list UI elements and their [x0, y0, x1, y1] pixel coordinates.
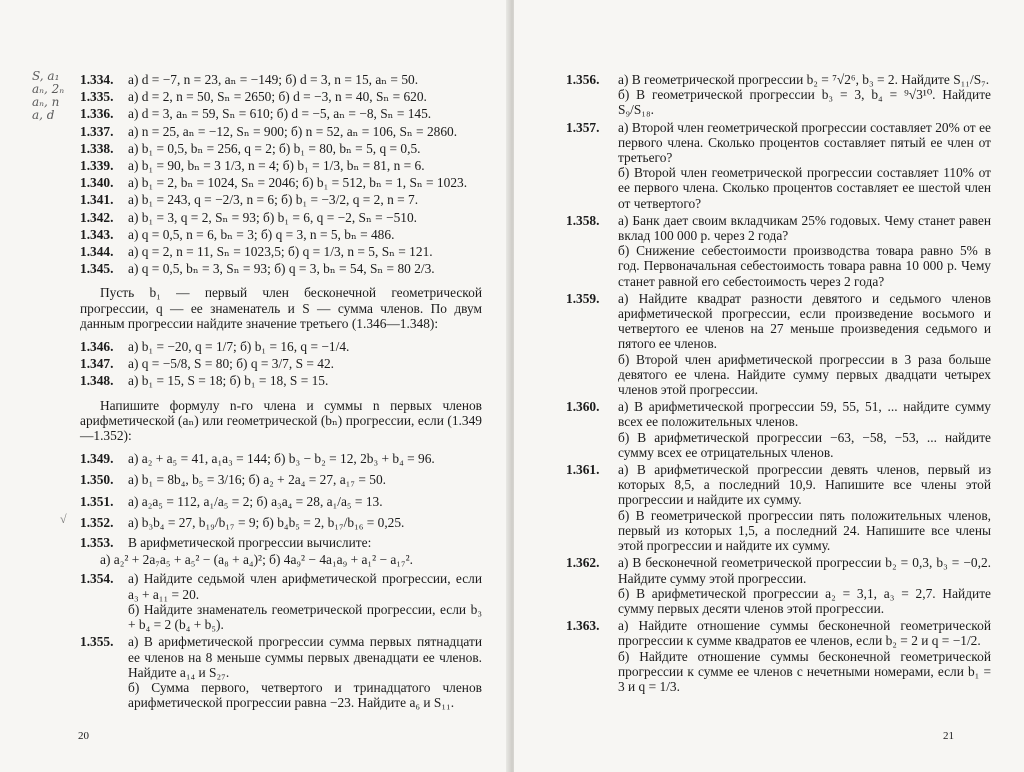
intro-paragraph-2: Напишите формулу n-го члена и суммы n первых членов арифметической (aₙ) или геометрической (bₙ) прогрессии, если (1.349—1.352): — [80, 397, 482, 444]
problem-text: В арифметической прогрессии вычислите: — [128, 535, 372, 551]
problem-1353 — [80, 535, 482, 550]
problem-text: а) b₁ = 15, S = 18; б) b₁ = 18, S = 15. — [128, 373, 329, 389]
problem-number: 1.349. — [80, 451, 114, 467]
problem-number: 1.340. — [80, 175, 114, 191]
problem-1353-formula: а) a₂² + 2a₇a₅ + a₅² − (a₈ + a₄)²; б) 4a₉² − 4a₁a₉ + a₁² − a₁₇². — [100, 552, 414, 568]
page-number-right: 21 — [943, 730, 954, 742]
problem-1334 — [80, 72, 482, 87]
problem-part-a: а) В арифметической прогрессии девять членов, первый из которых 8,5, а последний 10,9. Напишите все члены этой прогрессии и найдите их сумму. — [618, 462, 991, 508]
problem-text: а) b₁ = −20, q = 1/7; б) b₁ = 16, q = −1/4. — [128, 339, 350, 355]
problem-number: 1.348. — [80, 373, 114, 389]
problem-text: а) n = 25, aₙ = −12, Sₙ = 900; б) n = 52, aₙ = 106, Sₙ = 2860. — [128, 123, 458, 139]
problem-1361 — [566, 462, 991, 553]
check-mark-icon: √ — [60, 512, 67, 526]
problem-number: 1.343. — [80, 226, 114, 242]
problem-part-a: а) Найдите квадрат разности девятого и седьмого членов арифметической прогрессии, если произведение восьмого и четвертого ее членов на 27 меньше произведения седьмого и пятого ее членов. — [618, 290, 991, 352]
page-number-left: 20 — [78, 730, 89, 742]
problem-1357 — [566, 120, 991, 211]
problem-part-a: а) Банк дает своим вкладчикам 25% годовых. Чему станет равен вклад 100 000 р. через 2 года? — [618, 212, 991, 244]
problem-part-b: б) В арифметической прогрессии −63, −58, −53, ... найдите сумму всех ее отрицательных членов. — [618, 429, 991, 460]
problem-number: 1.338. — [80, 140, 114, 156]
problem-1347 — [80, 356, 482, 371]
problem-number: 1.344. — [80, 244, 114, 260]
problem-number: 1.345. — [80, 261, 114, 277]
problem-1350 — [80, 472, 482, 487]
problem-1360 — [566, 399, 991, 460]
problem-part-a: а) В геометрической прогрессии b₂ = ⁷√2⁶, b₃ = 2. Найдите S₁₁/S₇. — [618, 72, 990, 87]
problem-1340 — [80, 175, 482, 190]
problem-1341 — [80, 192, 482, 207]
problem-number: 1.361. — [566, 462, 600, 478]
problem-number: 1.347. — [80, 356, 114, 372]
problem-1354 — [80, 571, 482, 632]
problem-text: а) q = −5/8, S = 80; б) q = 3/7, S = 42. — [128, 356, 335, 372]
problem-number: 1.363. — [566, 618, 600, 634]
problem-text: а) b₁ = 3, q = 2, Sₙ = 93; б) b₁ = 6, q = −2, Sₙ = −510. — [128, 209, 418, 225]
problem-1362 — [566, 555, 991, 616]
problem-text: а) b₁ = 8b₄, b₅ = 3/16; б) a₂ + 2a₄ = 27, a₁₇ = 50. — [128, 472, 386, 488]
margin-note: aₙ, 2ₙ — [32, 82, 65, 96]
problem-number: 1.357. — [566, 119, 600, 135]
problem-part-b: б) Снижение себестоимости производства товара равно 5% в год. Первоначальная себестоимость товара равна 10 000 р. Чему станет равной его себестоимость через 2 года? — [618, 243, 991, 289]
problem-1358 — [566, 213, 991, 289]
problem-number: 1.355. — [80, 634, 114, 650]
problem-part-b: б) В геометрической прогрессии b₃ = 3, b₄ = ⁹√3¹⁰. Найдите S₉/S₁₈. — [618, 87, 991, 118]
problem-part-b: б) В арифметической прогрессии a₂ = 3,1, a₃ = 2,7. Найдите сумму первых десяти членов этой прогрессии. — [618, 585, 991, 616]
problem-text: а) b₁ = 90, bₙ = 3 1/3, n = 4; б) b₁ = 1/3, bₙ = 81, n = 6. — [128, 158, 425, 174]
problem-part-b: б) Найдите знаменатель геометрической прогрессии, если b₃ + b₄ = 2 (b₄ + b₅). — [128, 601, 482, 633]
problem-number: 1.358. — [566, 212, 600, 228]
problem-list-1349-1352 — [80, 451, 482, 530]
problem-1351 — [80, 494, 482, 509]
problem-number: 1.362. — [566, 555, 600, 571]
problem-number: 1.342. — [80, 209, 114, 225]
problem-text: а) q = 0,5, bₙ = 3, Sₙ = 93; б) q = 3, bₙ = 54, Sₙ = 80 2/3. — [128, 261, 435, 277]
problem-list-1346-1348 — [80, 339, 482, 389]
problem-number: 1.351. — [80, 493, 114, 509]
problem-1336 — [80, 106, 482, 121]
problem-1355 — [80, 634, 482, 710]
problem-part-a: а) Найдите отношение суммы бесконечной геометрической прогрессии к сумме квадратов ее членов, если b₂ = 2 и q = −1/2. — [618, 618, 991, 649]
problem-number: 1.353. — [80, 535, 114, 551]
problem-number: 1.350. — [80, 472, 114, 488]
problem-1344 — [80, 244, 482, 259]
problem-part-b: б) В геометрической прогрессии пять положительных членов, первый из которых 1,5, а последний 24. Напишите все члены этой прогрессии и найдите их сумму. — [618, 507, 991, 554]
problem-1339 — [80, 158, 482, 173]
right-page — [514, 0, 1024, 772]
problem-1352 — [80, 515, 482, 530]
problem-1356 — [566, 72, 991, 118]
problem-part-a: а) В арифметической прогрессии сумма первых пятнадцати ее членов на 8 меньше суммы первых двенадцати ее членов. Найдите a₁₄ и S₂₇. — [128, 634, 482, 680]
left-page — [0, 0, 510, 772]
problem-text: а) b₁ = 2, bₙ = 1024, Sₙ = 2046; б) b₁ = 512, bₙ = 1, Sₙ = 1023. — [128, 175, 468, 191]
problem-part-b: б) Второй член геометрической прогрессии составляет 110% от ее первого члена. Сколько процентов составляет ее шестой член от четвертого? — [618, 165, 991, 211]
problem-part-a: а) В арифметической прогрессии 59, 55, 51, ... найдите сумму всех ее положительных членов. — [618, 399, 991, 430]
handwritten-margin-notes — [32, 70, 72, 122]
problem-part-b: б) Сумма первого, четвертого и тринадцатого членов арифметической прогрессии равна −23. Найдите a₆ и S₁₁. — [128, 679, 482, 711]
problem-text: а) d = −7, n = 23, aₙ = −149; б) d = 3, n = 15, aₙ = 50. — [128, 72, 419, 87]
problem-list-1334-1345 — [80, 72, 482, 276]
problem-text: а) q = 0,5, n = 6, bₙ = 3; б) q = 3, n = 5, bₙ = 486. — [128, 226, 395, 242]
problem-text: а) d = 3, aₙ = 59, Sₙ = 610; б) d = −5, aₙ = −8, Sₙ = 145. — [128, 106, 432, 122]
problem-number: 1.352. — [80, 514, 114, 530]
problem-number: 1.339. — [80, 158, 114, 174]
problem-part-b: б) Найдите отношение суммы бесконечной геометрической прогрессии к сумме ее членов с нечетными номерами, если b₁ = 3 и q = 1/3. — [618, 648, 991, 694]
problem-part-b: б) Второй член арифметической прогрессии в 3 раза больше девятого ее члена. Найдите сумму первых двадцати четырех членов этой прогрессии. — [618, 351, 991, 398]
margin-note: S, a₁ — [32, 69, 60, 83]
margin-note: aₙ, n — [32, 95, 60, 109]
problem-part-a: а) В бесконечной геометрической прогрессии b₂ = 0,3, b₃ = −0,2. Найдите сумму этой прогрессии. — [618, 555, 991, 586]
problem-1348 — [80, 373, 482, 388]
problem-number: 1.360. — [566, 399, 600, 415]
problem-number: 1.359. — [566, 290, 600, 306]
problem-part-a: а) Найдите седьмой член арифметической прогрессии, если a₃ + a₁₁ = 20. — [128, 571, 482, 602]
problem-text: а) d = 2, n = 50, Sₙ = 2650; б) d = −3, n = 40, Sₙ = 620. — [128, 89, 427, 105]
problem-number: 1.341. — [80, 192, 114, 208]
problem-number: 1.356. — [566, 72, 600, 87]
problem-number: 1.334. — [80, 72, 114, 87]
problem-number: 1.354. — [80, 571, 114, 587]
problem-1338 — [80, 141, 482, 156]
problem-text: а) b₃b₄ = 27, b₁₉/b₁₇ = 9; б) b₄b₅ = 2, b₁₇/b₁₆ = 0,25. — [128, 514, 405, 530]
problem-number: 1.336. — [80, 106, 114, 122]
problem-number: 1.346. — [80, 339, 114, 355]
problem-1342 — [80, 210, 482, 225]
right-column — [566, 72, 991, 696]
problem-text: а) a₂ + a₅ = 41, a₁a₃ = 144; б) b₃ − b₂ = 12, 2b₃ + b₄ = 96. — [128, 451, 435, 467]
problem-text: а) b₁ = 0,5, bₙ = 256, q = 2; б) b₁ = 80, bₙ = 5, q = 0,5. — [128, 140, 421, 156]
problem-1345 — [80, 261, 482, 276]
problem-number: 1.335. — [80, 89, 114, 105]
problem-1359 — [566, 291, 991, 397]
margin-note: a, d — [32, 108, 55, 122]
problem-1363 — [566, 618, 991, 694]
problem-text: а) a₂a₅ = 112, a₁/a₅ = 2; б) a₃a₄ = 28, a₁/a₅ = 13. — [128, 493, 383, 509]
intro-paragraph-1: Пусть b₁ — первый член бесконечной геометрической прогрессии, q — ее знаменатель и S — сумма членов. По двум данным прогрессии найдите значение третьего (1.346—1.348): — [80, 285, 482, 331]
left-column — [80, 72, 482, 712]
problem-1335 — [80, 89, 482, 104]
problem-1346 — [80, 339, 482, 354]
problem-text: а) b₁ = 243, q = −2/3, n = 6; б) b₁ = −3/2, q = 2, n = 7. — [128, 192, 419, 208]
problem-part-a: а) Второй член геометрической прогрессии составляет 20% от ее первого члена. Сколько процентов составляет пятый ее член от третьего? — [618, 119, 991, 166]
problem-1349 — [80, 451, 482, 466]
problem-1337 — [80, 124, 482, 139]
problem-number: 1.337. — [80, 123, 114, 139]
problem-1343 — [80, 227, 482, 242]
problem-text: а) q = 2, n = 11, Sₙ = 1023,5; б) q = 1/3, n = 5, Sₙ = 121. — [128, 244, 433, 260]
